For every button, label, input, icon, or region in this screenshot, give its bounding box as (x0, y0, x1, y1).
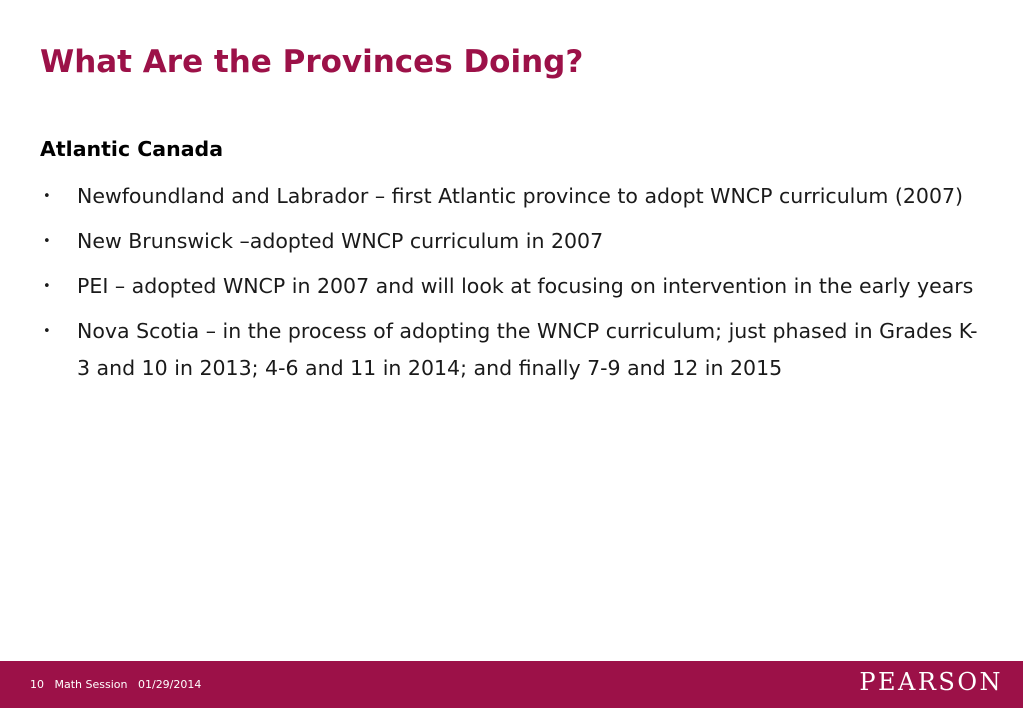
session-date: 01/29/2014 (137, 678, 202, 691)
bullet-icon: • (43, 189, 51, 204)
bullet-text: PEI – adopted WNCP in 2007 and will look at focusing on intervention in the early years (77, 274, 974, 298)
bullet-text: Newfoundland and Labrador – first Atlantic province to adopt WNCP curriculum (2007) (77, 184, 964, 208)
footer-bar (0, 661, 1023, 708)
bullet-item-newfoundland (40, 178, 990, 215)
pearson-logo: PEARSON (859, 668, 1003, 696)
bullet-icon: • (43, 324, 51, 339)
bullet-list (40, 178, 990, 395)
bullet-icon: • (43, 279, 51, 294)
slide-title: What Are the Provinces Doing? (40, 44, 584, 80)
bullet-item-pei (40, 268, 990, 305)
page-number: 10 (30, 678, 44, 691)
session-name: Math Session (54, 678, 128, 691)
bullet-icon: • (43, 234, 51, 249)
bullet-text: Nova Scotia – in the process of adopting the WNCP curriculum; just phased in Grades K-3 and 10 in 2013; 4-6 and 11 in 2014; and finally 7-9 and 12 in 2015 (77, 319, 978, 380)
bullet-item-new-brunswick (40, 223, 990, 260)
bullet-item-nova-scotia (40, 313, 990, 387)
footer-info (30, 678, 208, 691)
bullet-text: New Brunswick –adopted WNCP curriculum in 2007 (77, 229, 604, 253)
section-heading: Atlantic Canada (40, 137, 224, 161)
